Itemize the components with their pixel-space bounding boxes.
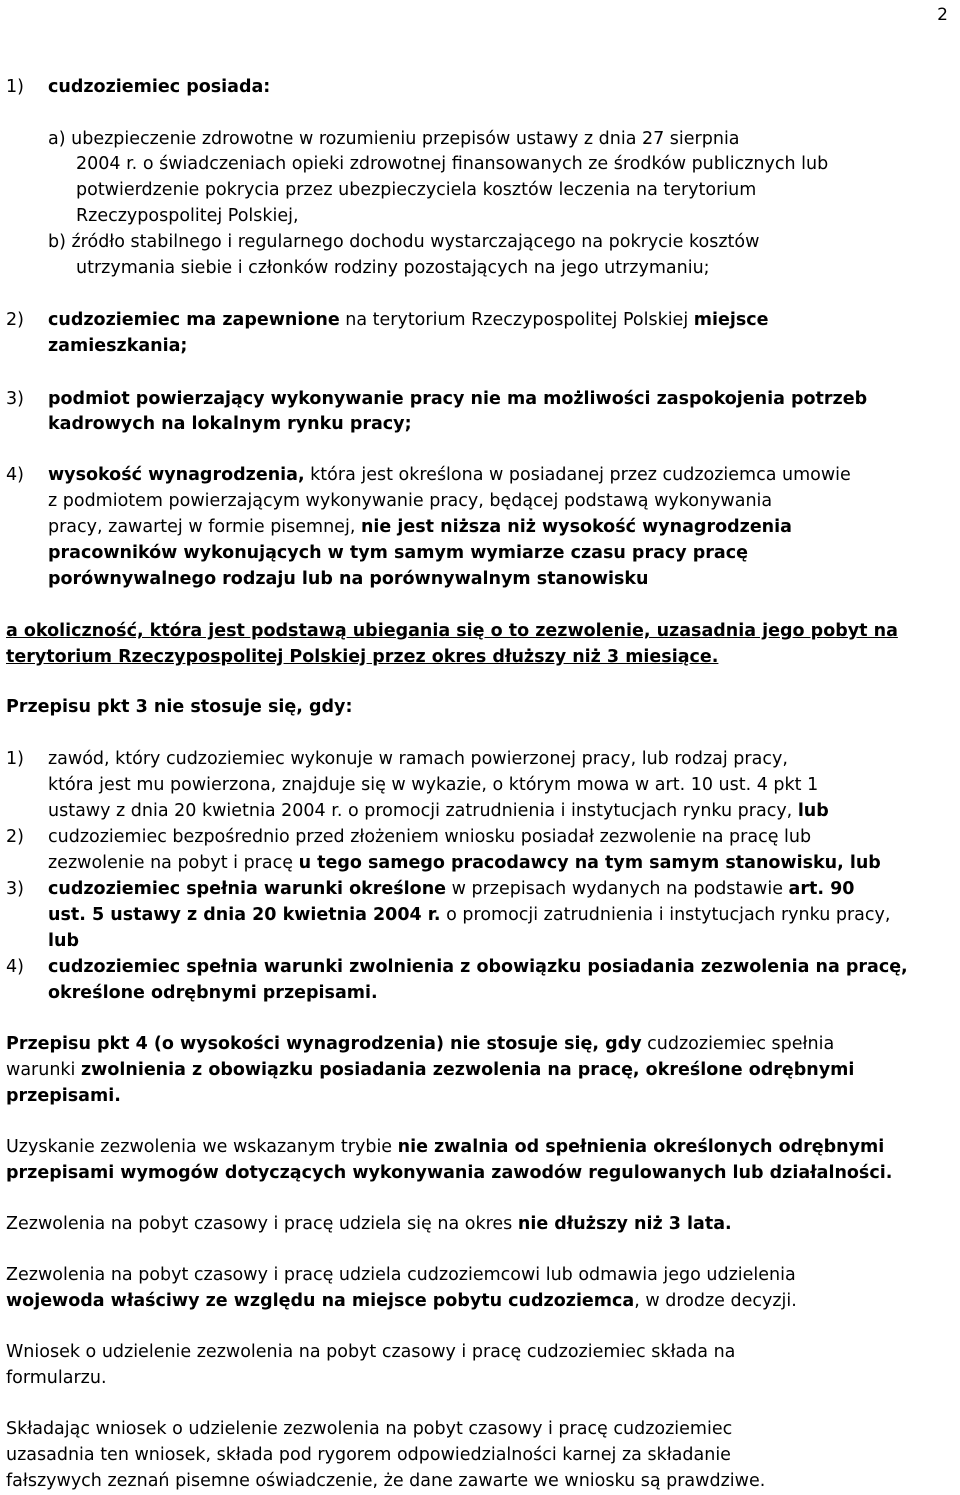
exception-2-line-1: cudzoziemiec bezpośrednio przed złożeniem wniosku posiadał zezwolenie na pracę lub xyxy=(48,827,812,847)
exception-4-number: 4) xyxy=(6,957,24,977)
section-2-line-2: zamieszkania; xyxy=(48,336,188,356)
para-pkt4-line-1: Przepisu pkt 4 (o wysokości wynagrodzenia) nie stosuje się, gdy cudzoziemiec spełnia xyxy=(6,1034,835,1054)
exception-3-line-3: lub xyxy=(48,931,79,951)
section-1b-line-2: utrzymania siebie i członków rodziny pozostających na jego utrzymaniu; xyxy=(76,258,710,278)
section-1a-line-3: potwierdzenie pokrycia przez ubezpieczyciela kosztów leczenia na terytorium xyxy=(76,180,757,200)
section-4-line-1: wysokość wynagrodzenia, która jest określona w posiadanej przez cudzoziemca umowie xyxy=(48,465,851,485)
section-4-line-2: z podmiotem powierzającym wykonywanie pracy, będącej podstawą wykonywania xyxy=(48,491,773,511)
section-3-line-2: kadrowych na lokalnym rynku pracy; xyxy=(48,414,412,434)
exceptions-header: Przepisu pkt 3 nie stosuje się, gdy: xyxy=(6,697,353,717)
page-number: 2 xyxy=(937,5,948,25)
section-1a-line-2: 2004 r. o świadczeniach opieki zdrowotnej finansowanych ze środków publicznych lub xyxy=(76,154,829,174)
para-wniosek-line-2: formularzu. xyxy=(6,1368,107,1388)
exception-2-line-2: zezwolenie na pobyt i pracę u tego samego pracodawcy na tym samym stanowisku, lub xyxy=(48,853,881,873)
exception-2-number: 2) xyxy=(6,827,24,847)
exception-1-number: 1) xyxy=(6,749,24,769)
section-3-line-1: podmiot powierzający wykonywanie pracy nie ma możliwości zaspokojenia potrzeb xyxy=(48,389,868,409)
para-okres-line-1: Zezwolenia na pobyt czasowy i pracę udziela się na okres nie dłuższy niż 3 lata. xyxy=(6,1214,732,1234)
exception-4-line-1: cudzoziemiec spełnia warunki zwolnienia z obowiązku posiadania zezwolenia na pracę, xyxy=(48,957,908,977)
exception-3-line-2: ust. 5 ustawy z dnia 20 kwietnia 2004 r. o promocji zatrudnienia i instytucjach rynku pracy, xyxy=(48,905,891,925)
section-4-line-4: pracowników wykonujących w tym samym wymiarze czasu pracy pracę xyxy=(48,543,748,563)
exception-1-line-2: która jest mu powierzona, znajduje się w wykazie, o którym mowa w art. 10 ust. 4 pkt 1 xyxy=(48,775,819,795)
para-skladajac-line-3: fałszywych zeznań pisemne oświadczenie, że dane zawarte we wniosku są prawdziwe. xyxy=(6,1471,766,1491)
para-skladajac-line-2: uzasadnia ten wniosek, składa pod rygorem odpowiedzialności karnej za składanie xyxy=(6,1445,731,1465)
exception-1-line-3: ustawy z dnia 20 kwietnia 2004 r. o promocji zatrudnienia i instytucjach rynku pracy, lub xyxy=(48,801,829,821)
exception-4-line-2: określone odrębnymi przepisami. xyxy=(48,983,378,1003)
section-3-number: 3) xyxy=(6,389,24,409)
section-1a-line-4: Rzeczypospolitej Polskiej, xyxy=(76,206,299,226)
para-pkt4-line-3: przepisami. xyxy=(6,1086,121,1106)
para-wniosek-line-1: Wniosek o udzielenie zezwolenia na pobyt czasowy i pracę cudzoziemiec składa na xyxy=(6,1342,736,1362)
exception-3-line-1: cudzoziemiec spełnia warunki określone w przepisach wydanych na podstawie art. 90 xyxy=(48,879,855,899)
para-uzyskanie-line-1: Uzyskanie zezwolenia we wskazanym trybie nie zwalnia od spełnienia określonych odrębnymi xyxy=(6,1137,885,1157)
section-4-number: 4) xyxy=(6,465,24,485)
section-1-number: 1) xyxy=(6,77,24,97)
para-pkt4-line-2: warunki zwolnienia z obowiązku posiadania zezwolenia na pracę, określone odrębnymi xyxy=(6,1060,855,1080)
section-1-heading: cudzoziemiec posiada: xyxy=(48,77,271,97)
para-wojewoda-line-2: wojewoda właściwy ze względu na miejsce pobytu cudzoziemca, w drodze decyzji. xyxy=(6,1291,797,1311)
section-4-line-3: pracy, zawartej w formie pisemnej, nie jest niższa niż wysokość wynagrodzenia xyxy=(48,517,792,537)
section-2-number: 2) xyxy=(6,310,24,330)
exception-3-number: 3) xyxy=(6,879,24,899)
section-1a-line-1: a) ubezpieczenie zdrowotne w rozumieniu przepisów ustawy z dnia 27 sierpnia xyxy=(48,129,740,149)
underlined-conclusion-line-2: terytorium Rzeczypospolitej Polskiej przez okres dłuższy niż 3 miesiące. xyxy=(6,647,719,667)
section-2-line-1: cudzoziemiec ma zapewnione na terytorium Rzeczypospolitej Polskiej miejsce xyxy=(48,310,769,330)
para-wojewoda-line-1: Zezwolenia na pobyt czasowy i pracę udziela cudzoziemcowi lub odmawia jego udzielenia xyxy=(6,1265,796,1285)
underlined-conclusion-line-1: a okoliczność, która jest podstawą ubiegania się o to zezwolenie, uzasadnia jego pobyt na xyxy=(6,621,898,641)
section-4-line-5: porównywalnego rodzaju lub na porównywalnym stanowisku xyxy=(48,569,649,589)
exception-1-line-1: zawód, który cudzoziemiec wykonuje w ramach powierzonej pracy, lub rodzaj pracy, xyxy=(48,749,788,769)
section-1b-line-1: b) źródło stabilnego i regularnego dochodu wystarczającego na pokrycie kosztów xyxy=(48,232,760,252)
para-uzyskanie-line-2: przepisami wymogów dotyczących wykonywania zawodów regulowanych lub działalności. xyxy=(6,1163,893,1183)
para-skladajac-line-1: Składając wniosek o udzielenie zezwolenia na pobyt czasowy i pracę cudzoziemiec xyxy=(6,1419,733,1439)
